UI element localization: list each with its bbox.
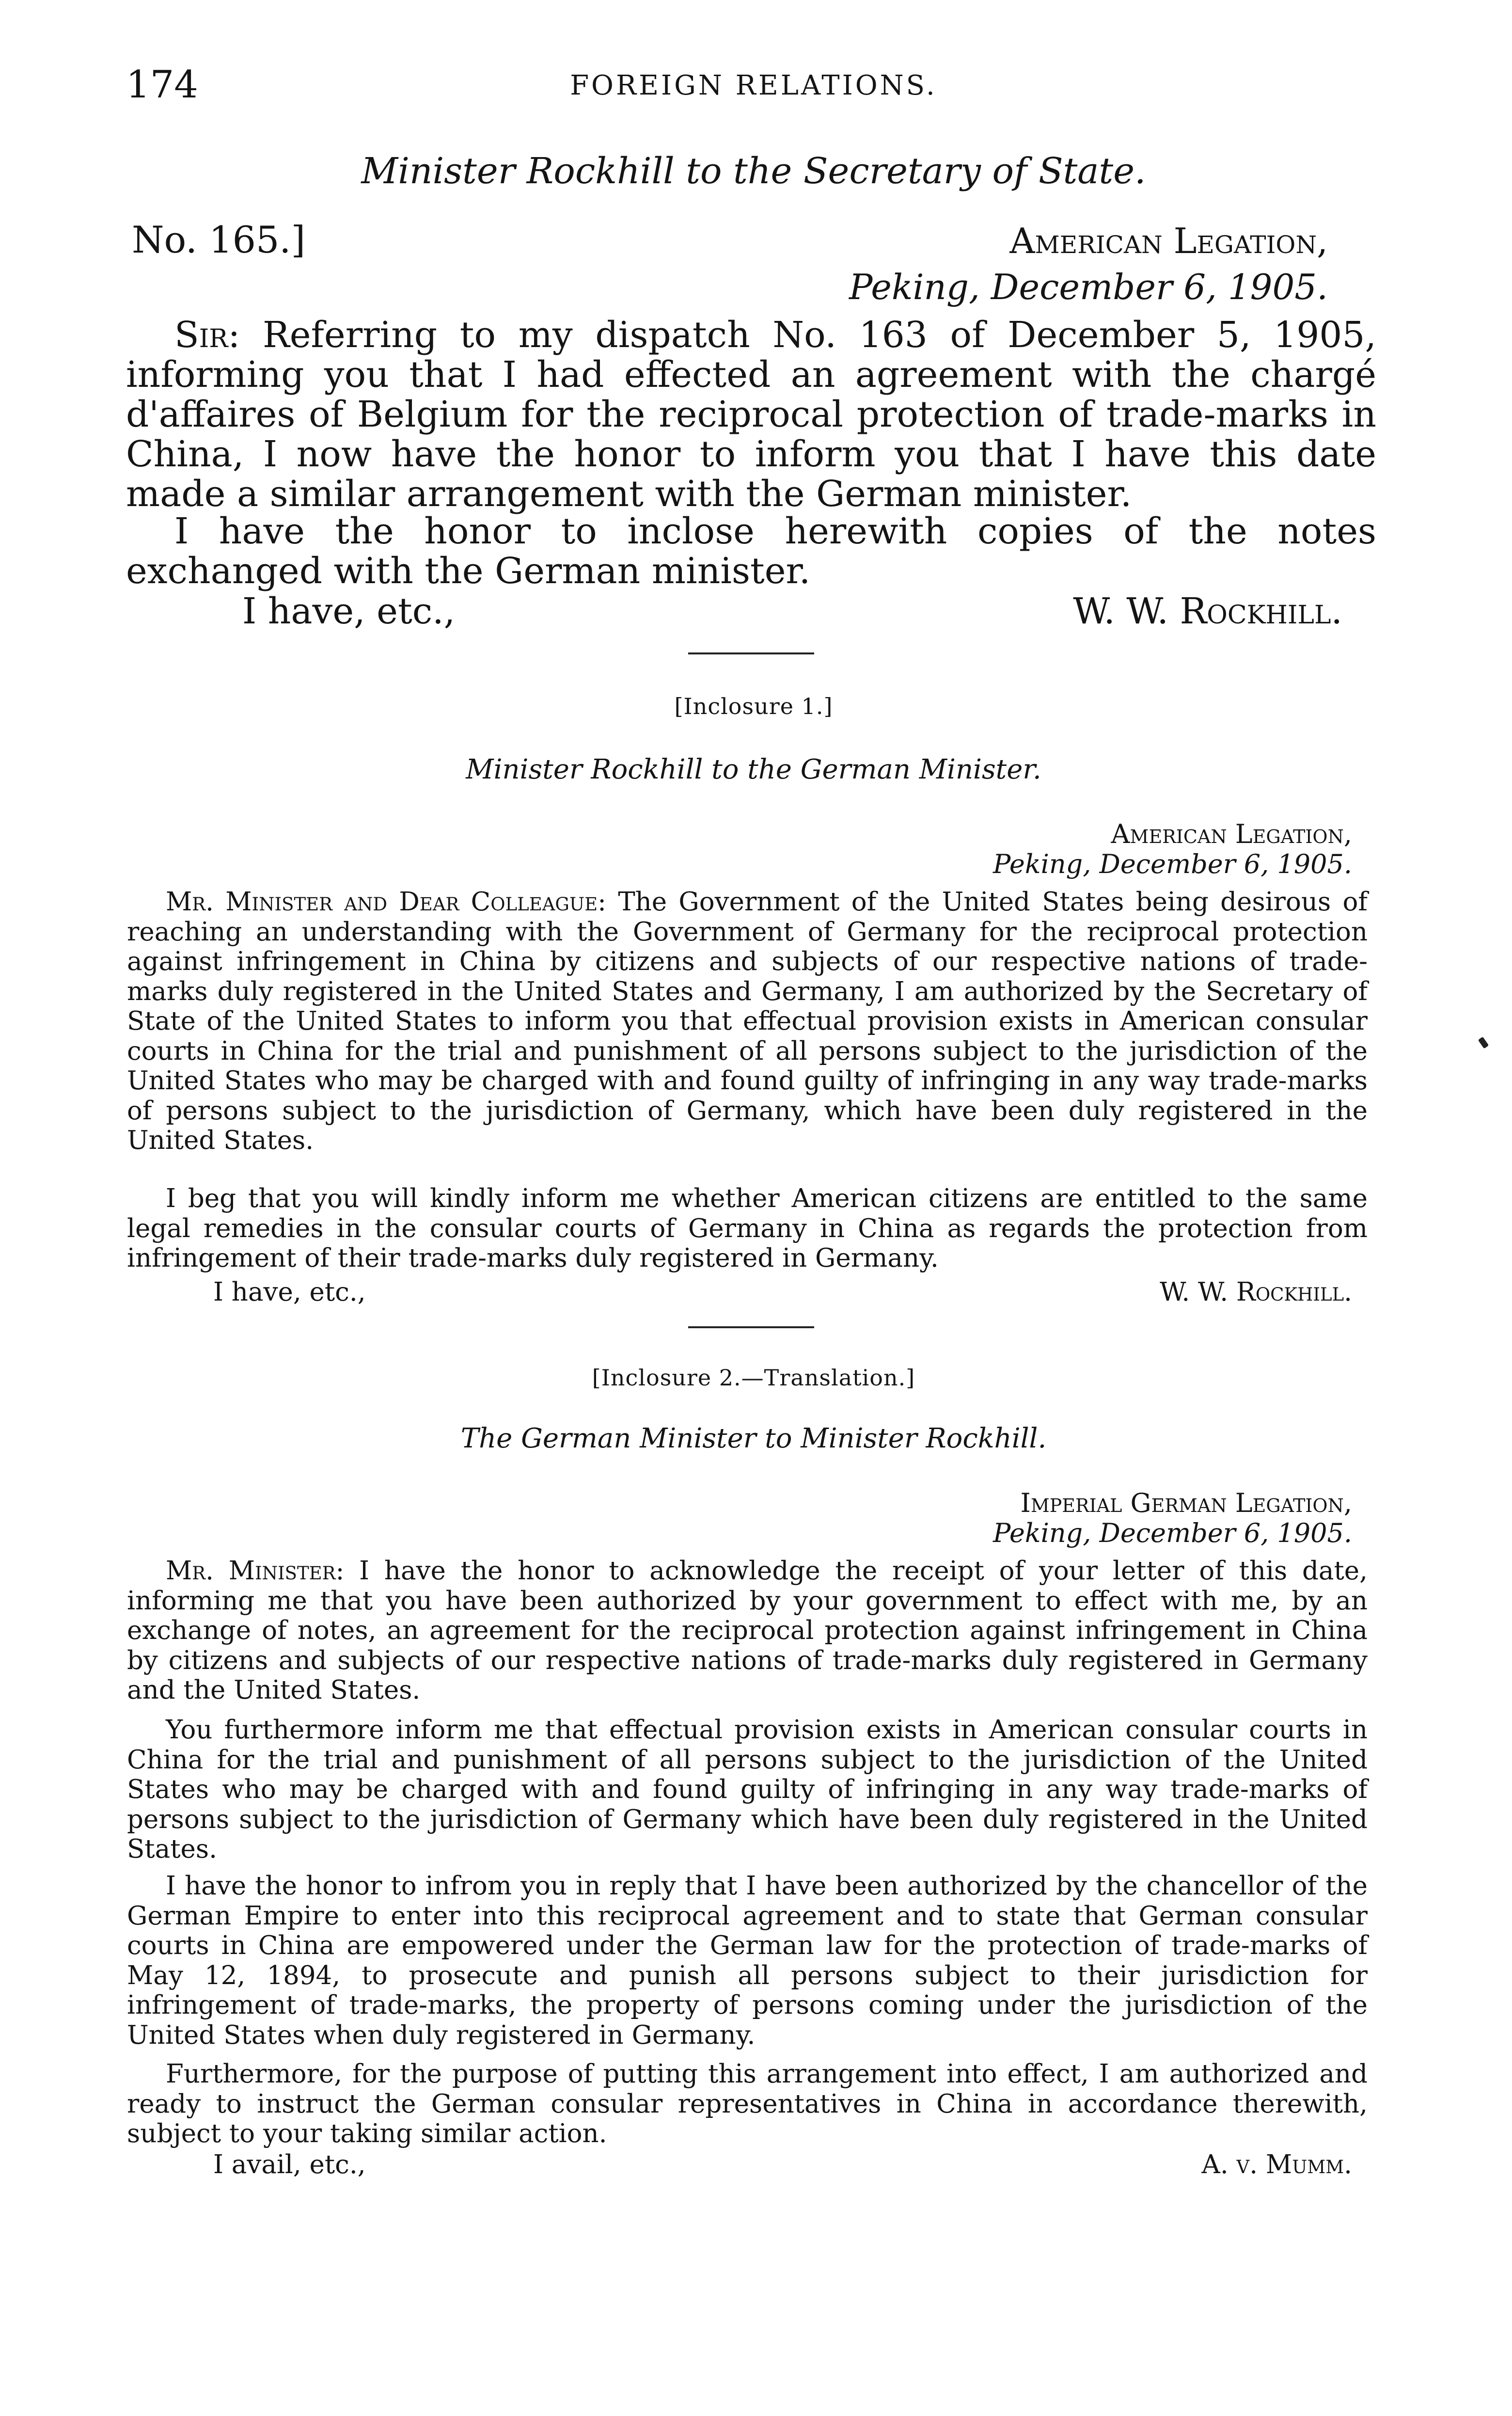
legation-block [727, 1488, 1352, 1548]
legation-name: Imperial German Legation, [1020, 1488, 1352, 1518]
section-divider [688, 652, 814, 654]
page-number: 174 [126, 63, 198, 107]
inclosure-paragraph-3: I have the honor to infrom you in reply that I have been authorized by the chancellor of the German Empire to enter into this reciprocal agreement and to state that German consular courts in China are empowered under the German law for the protection of trade-marks of May 12, 1894, to prosecute and punish all persons subject to their jurisdiction for infringement of trade-marks, the property of persons coming under the jurisdiction of the United States when duly registered in Germany. [127, 1871, 1368, 2050]
inclosure-paragraph-1 [127, 887, 1368, 1156]
legation-name: American Legation, [1111, 819, 1352, 849]
legation-block [727, 819, 1352, 879]
salutation: Mr. Minister: [166, 1556, 345, 1586]
ink-speck [1478, 1037, 1489, 1049]
inclosure-paragraph-1 [127, 1556, 1368, 1705]
salutation: Sir: [174, 314, 240, 356]
paragraph-text: The Government of the United States being desirous of reaching an understanding with the Government of Germany for the reciprocal protection against infringement in China by citizens and subjects of our respective nations of trade-marks duly registered in the United States and Germany, I am authorized by the Secretary of State of the United States to inform you that effectual provision exists in American consular courts in China for the trial and punishment of all persons subject to the jurisdiction of the United States who may be charged with and found guilty of infringing in any way trade-marks of persons subject to the jurisdiction of Germany, which have been duly registered in the United States. [127, 887, 1368, 1155]
legation-name: American Legation, [1009, 221, 1328, 261]
closing: I have, etc., [242, 590, 456, 632]
closing: I avail, etc., [213, 2150, 366, 2179]
salutation: Mr. Minister and Dear Colleague: [166, 887, 607, 917]
letter-paragraph-2: I have the honor to inclose herewith copies of the notes exchanged with the German minister. [126, 510, 1376, 592]
inclosure-paragraph-2: You furthermore inform me that effectual provision exists in American consular courts in China for the trial and punishment of all persons subject to the jurisdiction of the United States who may be charged with and found guilty of infringing in any way trade-marks of persons subject to the jurisdiction of Germany which have been duly registered in the United States. [127, 1715, 1368, 1864]
section-divider [688, 1326, 814, 1328]
closing-line [213, 1277, 1352, 1321]
place-date: Peking, December 6, 1905. [849, 267, 1328, 307]
inclosure-title: Minister Rockhill to the German Minister. [466, 754, 1041, 785]
place-date: Peking, December 6, 1905. [993, 1518, 1352, 1548]
legation-block [775, 218, 1328, 310]
inclosure-paragraph-4: Furthermore, for the purpose of putting this arrangement into effect, I am authorized and ready to instruct the German consular representatives in China in accordance therewith, subject to your taking similar action. [127, 2059, 1368, 2148]
paragraph-text: I have the honor to acknowledge the receipt of your letter of this date, informing me that you have been authorized by your government to effect with me, by an exchange of notes, an agreement for the reciprocal protection against infringement in China by citizens and subjects of our respective nations of trade-marks duly registered in Germany and the United States. [127, 1556, 1368, 1705]
place-date: Peking, December 6, 1905. [993, 849, 1352, 879]
inclosure-label: [Inclosure 2.—Translation.] [592, 1365, 915, 1391]
paragraph-text: Referring to my dispatch No. 163 of December 5, 1905, informing you that I had effected an agreement with the chargé d'affaires of Belgium for the reciprocal protection of trade-marks in China, I now have the honor to inform you that I have this date made a similar arrangement with the German minister. [126, 314, 1376, 515]
dispatch-number: No. 165.] [132, 218, 306, 261]
signature: W. W. Rockhill. [1160, 1277, 1352, 1307]
closing-line [213, 2150, 1352, 2193]
letter-title: Minister Rockhill to the Secretary of State. [361, 150, 1146, 192]
signature: A. v. Mumm. [1201, 2150, 1352, 2179]
closing-line [242, 590, 1342, 634]
inclosure-label: [Inclosure 1.] [674, 693, 833, 719]
running-head: FOREIGN RELATIONS. [570, 70, 937, 101]
signature: W. W. Rockhill. [1073, 590, 1342, 632]
closing: I have, etc., [213, 1277, 366, 1307]
inclosure-paragraph-2: I beg that you will kindly inform me whether American citizens are entitled to the same legal remedies in the consular courts of Germany in China as regards the protection from infringement of their trade-marks duly registered in Germany. [127, 1184, 1368, 1273]
page-header [126, 63, 1381, 116]
letter-paragraph-1 [126, 315, 1376, 514]
inclosure-title: The German Minister to Minister Rockhill. [460, 1423, 1047, 1454]
